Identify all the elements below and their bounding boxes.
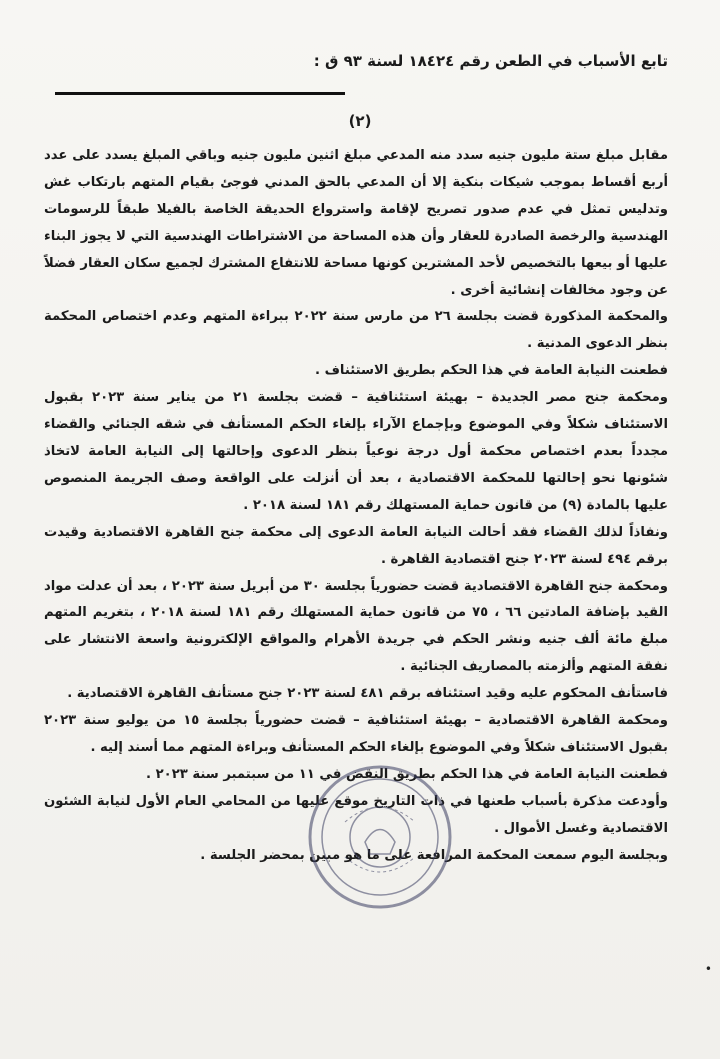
paragraph: مقابل مبلغ ستة مليون جنيه سدد منه المدعي مبلغ اثنين مليون جنيه وباقي المبلغ يسدد على عدد أربع أقساط بموجب شيكات بنكية إلا أن المدعي بالحق المدني فوجئ بقيام المتهم بارتكاب غش وتدليس تمثل في عدم صدور تصريح لإقامة واسترواع الحديقة الخاصة بالفيلا طبقاً للرسومات الهندسية والرخصة الصادرة للعقار وأن هذه المساحة من الاشتراطات الهندسية التي لا يجوز البناء عليها أو بيعها بالتخصيص لأحد المشترين كونها مساحة للانتفاع المشترك لجميع سكان العقار فضلاً عن وجود مخالفات إنشائية أخرى .: [44, 148, 668, 298]
court-seal-icon: [305, 762, 455, 912]
paragraph: ونفاذاً لذلك القضاء فقد أحالت النيابة العامة الدعوى إلى محكمة جنح القاهرة الاقتصادية وقيدت برقم ٤٩٤ لسنة ٢٠٢٣ جنح اقتصادية القاهرة .: [44, 524, 668, 567]
document-header: تابع الأسباب في الطعن رقم ١٨٤٢٤ لسنة ٩٣ ق :: [313, 52, 668, 70]
header-underline: [55, 92, 345, 95]
paragraph: والمحكمة المذكورة قضت بجلسة ٢٦ من مارس سنة ٢٠٢٢ ببراءة المتهم وعدم اختصاص المحكمة بنظر الدعوى المدنية .: [44, 309, 669, 352]
paragraph: وأودعت مذكرة بأسباب طعنها في ذات التاريخ موقع عليها من المحامي العام الأول لنيابة الشئون الاقتصادية وغسل الأموال .: [44, 793, 668, 836]
paragraph: وبجلسة اليوم سمعت المحكمة المرافعة على ما هو مبين بمحضر الجلسة .: [200, 847, 668, 863]
paragraph: ومحكمة القاهرة الاقتصادية – بهيئة استئنافية – قضت حضورياً بجلسة ١٥ من يوليو سنة ٢٠٢٣ بقبول الاستئناف شكلاً وفي الموضوع بإلغاء الحكم المستأنف وبراءة المتهم مما أسند إليه .: [44, 713, 668, 755]
paragraph: فاستأنف المحكوم عليه وقيد استئنافه برقم ٤٨١ لسنة ٢٠٢٣ جنح مستأنف القاهرة الاقتصادية .: [67, 686, 668, 702]
paragraph: ومحكمة جنح مصر الجديدة – بهيئة استئنافية – قضت بجلسة ٢١ من يناير سنة ٢٠٢٣ بقبول الاستئناف شكلاً وفي الموضوع وبإجماع الآراء بإلغاء الحكم المستأنف في شقه الجنائي والقضاء مجدداً بعدم اختصاص محكمة أول درجة نوعياً بنظر الدعوى وإحالتها إلى النيابة العامة لاتخاذ شئونها نحو إحالتها للمحكمة الاقتصادية ، بعد أن أنزلت على الواقعة وصف الجريمة المنصوص عليها بالمادة (٩) من قانون حماية المستهلك رقم ١٨١ لسنة ٢٠١٨ .: [44, 390, 668, 513]
paragraph: ومحكمة جنح القاهرة الاقتصادية قضت حضورياً بجلسة ٣٠ من أبريل سنة ٢٠٢٣ ، بعد أن عدلت مواد القيد بإضافة المادتين ٦٦ ، ٧٥ من قانون حماية المستهلك رقم ١٨١ لسنة ٢٠١٨ ، بتغريم المتهم مبلغ مائة ألف جنيه ونشر الحكم في جريدة الأهرام والمواقع الإلكترونية واسعة الانتشار على نفقة المتهم وألزمته بالمصاريف الجنائية .: [44, 578, 668, 675]
page-number: (٢): [348, 112, 372, 130]
paragraph: فطعنت النيابة العامة في هذا الحكم بطريق الاستئناف .: [315, 363, 668, 379]
paragraph: فطعنت النيابة العامة في هذا الحكم بطريق النقض في ١١ من سبتمبر سنة ٢٠٢٣ .: [145, 766, 668, 782]
document-body: [44, 143, 668, 869]
corner-mark: •: [704, 962, 712, 976]
